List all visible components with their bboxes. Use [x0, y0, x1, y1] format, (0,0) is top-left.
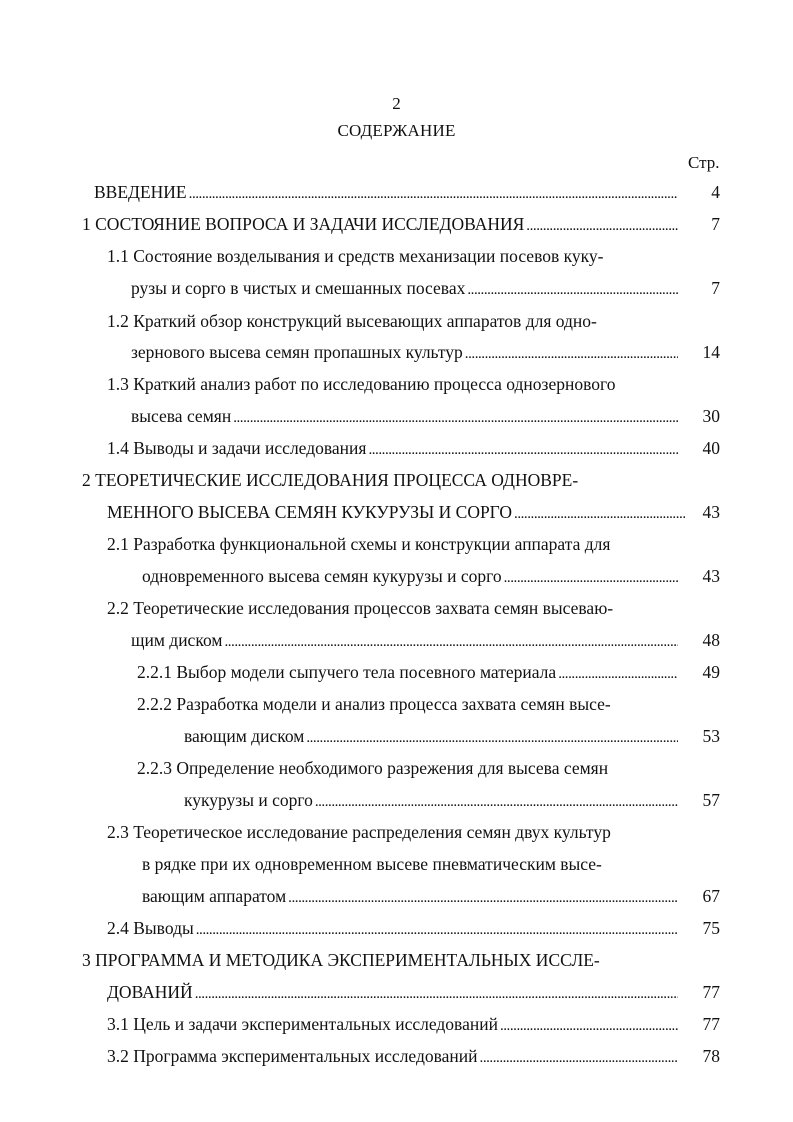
toc-entry-text: 1.1 Состояние возделывания и средств механизации посевов куку-	[107, 246, 604, 266]
toc-line	[142, 565, 678, 589]
toc-entry-text: щим диском	[131, 630, 223, 650]
toc-line	[184, 789, 678, 813]
leader-dots	[288, 885, 678, 909]
leader-dots	[315, 789, 678, 813]
toc-page-number: 4	[711, 182, 720, 202]
toc-page-number: 30	[702, 406, 720, 426]
toc-entry-text: 2.3 Теоретическое исследование распределения семян двух культур	[107, 822, 611, 842]
leader-dots	[306, 725, 678, 749]
toc-page-number: 53	[702, 726, 720, 746]
leader-dots	[224, 629, 678, 653]
toc-entry-text: ДОВАНИЙ	[107, 982, 193, 1002]
toc-line	[107, 1045, 678, 1069]
toc-line	[107, 981, 678, 1005]
toc-entry-text: 2.2 Теоретические исследования процессов захвата семян высеваю-	[107, 598, 614, 618]
toc-entry-text: 1.3 Краткий анализ работ по исследованию процесса однозернового	[107, 374, 616, 394]
toc-page-number: 7	[711, 278, 720, 298]
toc-entry-text: МЕННОГО ВЫСЕВА СЕМЯН КУКУРУЗЫ И СОРГО	[107, 502, 513, 522]
toc-entry-text: 2.4 Выводы	[107, 918, 194, 938]
toc-entry-text: в рядке при их одновременном высеве пневматическим высе-	[142, 854, 602, 874]
toc-page-number: 67	[702, 886, 720, 906]
leader-dots	[526, 213, 678, 237]
toc-entry-text: 3.1 Цель и задачи экспериментальных исследований	[107, 1014, 498, 1034]
toc-page-number: 43	[702, 502, 720, 522]
toc-entry-text: 2.2.1 Выбор модели сыпучего тела посевного материала	[137, 662, 557, 682]
toc-page-number: 43	[702, 566, 720, 586]
toc-entry-text: высева семян	[131, 406, 232, 426]
toc-line	[82, 213, 678, 237]
toc-entry-text: 2.1 Разработка функциональной схемы и конструкции аппарата для	[107, 534, 611, 554]
leader-dots	[467, 277, 678, 301]
toc-entry-text: ВВЕДЕНИЕ	[94, 182, 187, 202]
toc-page-number: 77	[702, 1014, 720, 1034]
toc-entry-text: зернового высева семян пропашных культур	[131, 342, 463, 362]
toc-page-number: 57	[702, 790, 720, 810]
toc-entry-text: 2.2.3 Определение необходимого разрежения для высева семян	[137, 758, 609, 778]
toc-entry-text: вающим диском	[184, 726, 305, 746]
leader-dots	[368, 437, 678, 461]
toc-line	[107, 1013, 678, 1037]
toc-line	[142, 885, 678, 909]
toc-page-number: 78	[702, 1046, 720, 1066]
toc-line	[131, 341, 678, 365]
toc-page-number: 77	[702, 982, 720, 1002]
leader-dots	[480, 1045, 678, 1069]
toc-line	[131, 405, 678, 429]
toc-entry-text: одновременного высева семян кукурузы и сорго	[142, 566, 502, 586]
leader-dots	[195, 981, 678, 1005]
leader-dots	[465, 341, 678, 365]
toc-entry-text: 2.2.2 Разработка модели и анализ процесса захвата семян высе-	[137, 694, 611, 714]
page-column-label: Стр.	[688, 153, 720, 172]
toc-page-number: 75	[702, 918, 720, 938]
toc-entry-text: кукурузы и сорго	[184, 790, 313, 810]
toc-line	[107, 437, 678, 461]
toc-entry-text: 1.2 Краткий обзор конструкций высевающих аппаратов для одно-	[107, 311, 597, 331]
leader-dots	[504, 565, 678, 589]
leader-dots	[196, 917, 678, 941]
leader-dots	[233, 405, 678, 429]
toc-line	[131, 629, 678, 653]
toc-page-number: 14	[702, 342, 720, 362]
toc-entry-text: 1.4 Выводы и задачи исследования	[107, 438, 367, 458]
leader-dots	[500, 1013, 678, 1037]
toc-page-number: 40	[702, 438, 720, 458]
toc-line	[131, 277, 678, 301]
toc-entry-text: рузы и сорго в чистых и смешанных посевах	[131, 278, 466, 298]
page-number: 2	[392, 94, 401, 113]
toc-line	[184, 725, 678, 749]
toc-line	[107, 501, 685, 525]
toc-line	[94, 181, 678, 205]
toc-entry-text: 1 СОСТОЯНИЕ ВОПРОСА И ЗАДАЧИ ИССЛЕДОВАНИЯ	[82, 214, 525, 234]
toc-entry-text: 2 ТЕОРЕТИЧЕСКИЕ ИССЛЕДОВАНИЯ ПРОЦЕССА ОДНОВРЕ-	[82, 470, 579, 490]
page-title: СОДЕРЖАНИЕ	[337, 121, 456, 140]
toc-line	[107, 917, 678, 941]
toc-page-number: 49	[702, 662, 720, 682]
leader-dots	[189, 181, 678, 205]
toc-entry-text: 3.2 Программа экспериментальных исследований	[107, 1046, 478, 1066]
toc-page-number: 48	[702, 630, 720, 650]
toc-entry-text: вающим аппаратом	[142, 886, 287, 906]
toc-line	[137, 661, 678, 685]
toc-entry-text: 3 ПРОГРАММА И МЕТОДИКА ЭКСПЕРИМЕНТАЛЬНЫХ ИССЛЕ-	[82, 950, 600, 970]
toc-page-number: 7	[711, 214, 720, 234]
